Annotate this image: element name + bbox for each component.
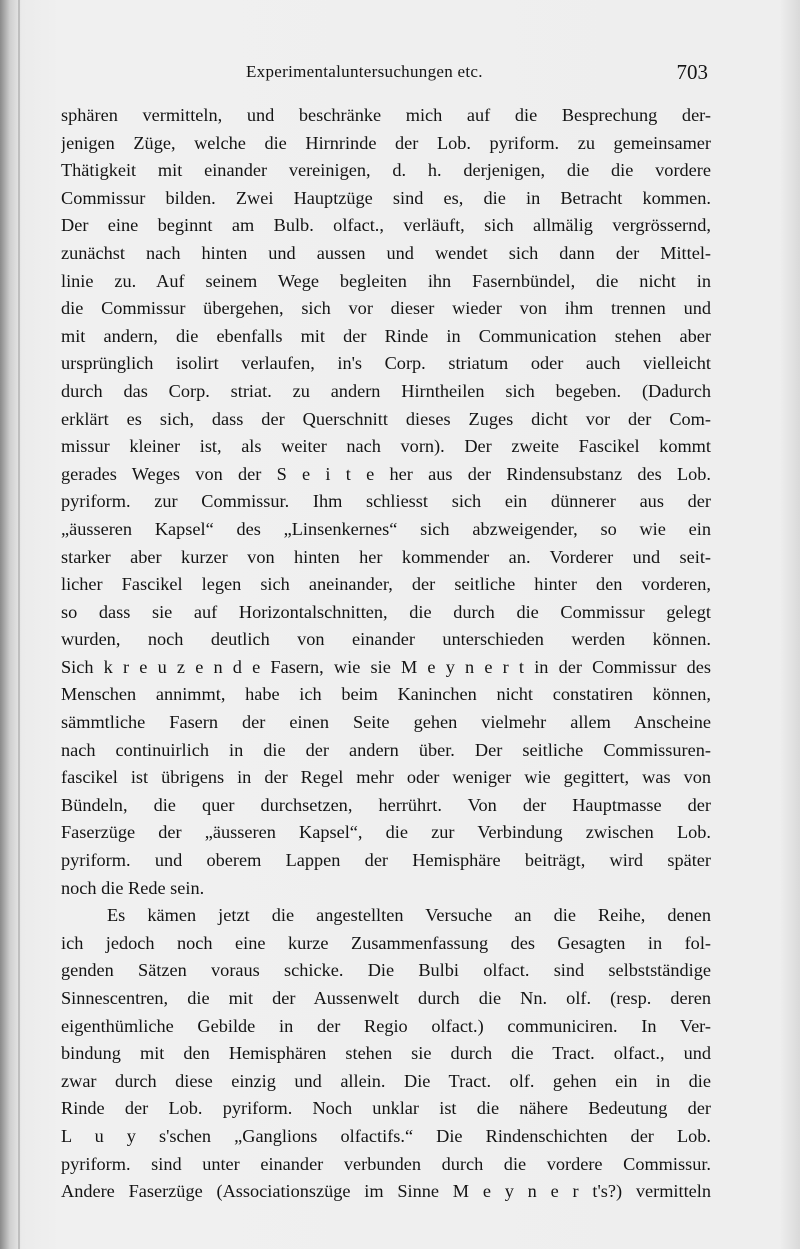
page-number: 703	[676, 60, 708, 84]
running-head	[60, 62, 710, 86]
text-line: sphären vermitteln, und beschränke mich auf die Besprechung der-	[61, 105, 711, 125]
text-line: Bündeln, die quer durchsetzen, herrührt. Von der Hauptmasse der	[61, 794, 711, 815]
text-line: pyriform. und oberem Lappen der Hemisphäre beiträgt, wird später	[61, 850, 711, 871]
text-line: gerades Weges von der S e i t e her aus der Rindensubstanz des Lob.	[61, 463, 711, 484]
text-line: so dass sie auf Horizontalschnitten, die durch die Commissur gelegt	[61, 601, 711, 622]
text-line: Commissur bilden. Zwei Hauptzüge sind es, die in Betracht kommen.	[61, 187, 711, 208]
text-line: bindung mit den Hemisphären stehen sie durch die Tract. olfact., und	[61, 1043, 711, 1064]
text-line: Menschen annimmt, habe ich beim Kaninchen nicht constatiren können,	[61, 684, 711, 705]
text-line: zwar durch diese einzig und allein. Die Tract. olf. gehen ein in die	[61, 1070, 711, 1091]
text-line: Der eine beginnt am Bulb. olfact., verläuft, sich allmälig vergrössernd,	[61, 215, 711, 236]
text-line: fascikel ist übrigens in der Regel mehr oder weniger wie gegittert, was von	[61, 767, 711, 788]
text-line: erklärt es sich, dass der Querschnitt dieses Zuges dicht vor der Com-	[61, 408, 711, 429]
binding-shadow	[18, 0, 20, 1249]
text-line: ich jedoch noch eine kurze Zusammenfassung des Gesagten in fol-	[61, 932, 711, 953]
text-line: Sinnescentren, die mit der Aussenwelt durch die Nn. olf. (resp. deren	[61, 988, 711, 1008]
text-line: linie zu. Auf seinem Wege begleiten ihn Fasernbündel, die nicht in	[61, 270, 711, 291]
text-line: genden Sätzen voraus schicke. Die Bulbi olfact. sind selbstständige	[61, 960, 711, 981]
text-line: starker aber kurzer von hinten her kommender an. Vorderer und seit-	[61, 546, 711, 567]
text-line: Sich k r e u z e n d e Fasern, wie sie M e y n e r t in der Commissur des	[61, 656, 711, 677]
text-line: die Commissur übergehen, sich vor dieser wieder von ihm trennen und	[61, 298, 711, 319]
text-line: pyriform. sind unter einander verbunden durch die vordere Commissur.	[61, 1153, 711, 1174]
text-line: Thätigkeit mit einander vereinigen, d. h. derjenigen, die die vordere	[61, 160, 711, 181]
body-text	[61, 102, 711, 1206]
paragraph-first-line: Es kämen jetzt die angestellten Versuche an die Reihe, denen	[107, 905, 711, 926]
text-line: zunächst nach hinten und aussen und wendet sich dann der Mittel-	[61, 242, 711, 263]
text-line: sämmtliche Fasern der einen Seite gehen vielmehr allem Anscheine	[61, 712, 711, 733]
text-line: Faserzüge der „äusseren Kapsel“, die zur Verbindung zwischen Lob.	[61, 822, 711, 843]
text-line: missur kleiner ist, als weiter nach vorn). Der zweite Fascikel kommt	[61, 436, 711, 457]
text-line: Andere Faserzüge (Associationszüge im Sinne M e y n e r t's?) vermitteln	[61, 1181, 711, 1202]
text-line: nach continuirlich in die der andern über. Der seitliche Commissuren-	[61, 739, 711, 760]
text-line: licher Fascikel legen sich aneinander, der seitliche hinter den vorderen,	[61, 574, 711, 595]
text-line: durch das Corp. striat. zu andern Hirntheilen sich begeben. (Dadurch	[61, 380, 711, 401]
running-title: Experimentaluntersuchungen etc.	[246, 62, 483, 81]
text-line: „äusseren Kapsel“ des „Linsenkernes“ sich abzweigender, so wie ein	[61, 518, 711, 539]
text-line: ursprünglich isolirt verlaufen, in's Corp. striatum oder auch vielleicht	[61, 353, 711, 374]
text-line: eigenthümliche Gebilde in der Regio olfact.) communiciren. In Ver-	[61, 1015, 711, 1036]
text-line: Rinde der Lob. pyriform. Noch unklar ist die nähere Bedeutung der	[61, 1098, 711, 1119]
text-line: L u y s'schen „Ganglions olfactifs.“ Die Rindenschichten der Lob.	[61, 1125, 711, 1146]
text-line: wurden, noch deutlich von einander unterschieden werden können.	[61, 629, 711, 650]
text-line: noch die Rede sein.	[61, 877, 205, 898]
text-line: jenigen Züge, welche die Hirnrinde der Lob. pyriform. zu gemeinsamer	[61, 132, 711, 153]
text-line: mit andern, die ebenfalls mit der Rinde in Communication stehen aber	[61, 325, 711, 346]
text-line: pyriform. zur Commissur. Ihm schliesst sich ein dünnerer aus der	[61, 491, 711, 512]
